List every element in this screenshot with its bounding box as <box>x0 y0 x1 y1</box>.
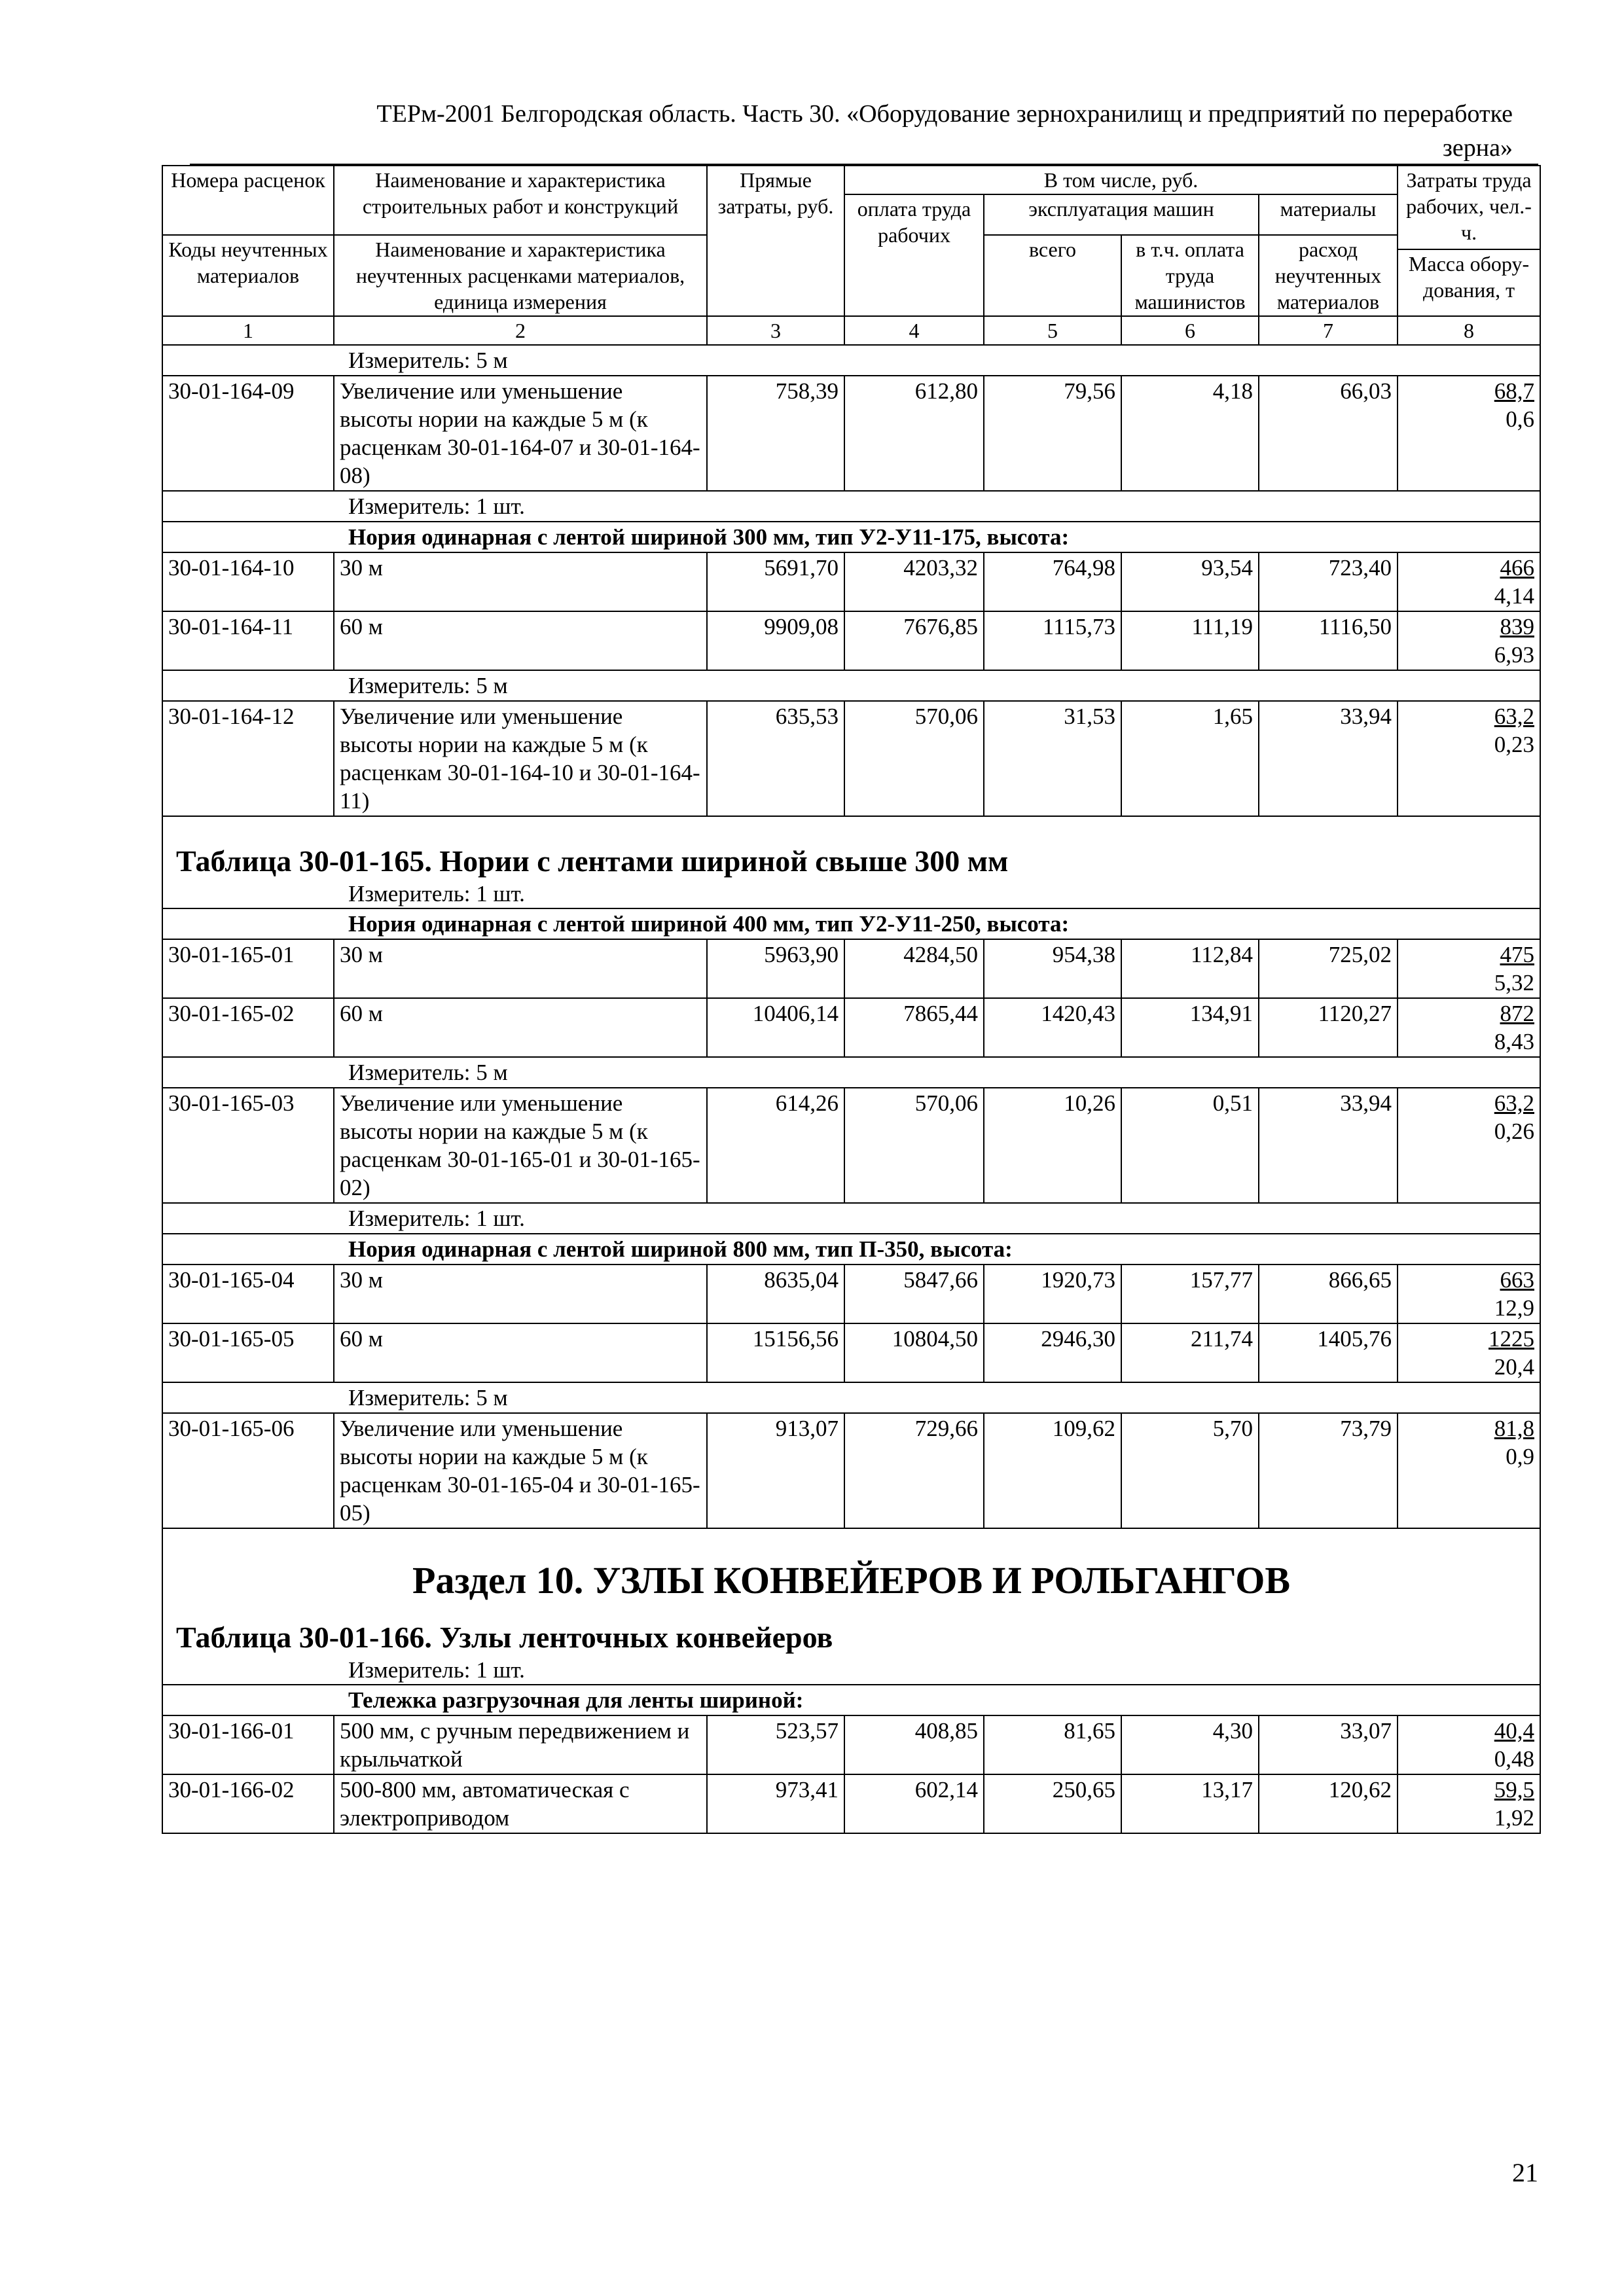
col2-header-top: Наименование и характеристика строительных работ и конструкций <box>334 166 707 235</box>
measure-label: Измеритель: 1 шт. <box>348 1657 525 1683</box>
table-row <box>162 1323 1540 1382</box>
cost-c7: 1405,76 <box>1259 1323 1398 1382</box>
group-heading: Нория одинарная с лентой шириной 800 мм, тип П-350, высота: <box>162 1234 1540 1265</box>
cost-c4: 602,14 <box>844 1774 984 1833</box>
cost-c5: 10,26 <box>984 1088 1121 1203</box>
rate-code: 30-01-165-04 <box>162 1265 334 1323</box>
cost-c7: 73,79 <box>1259 1413 1398 1528</box>
measure-label: Измеритель: 1 шт. <box>348 881 525 906</box>
equipment-mass: 0,6 <box>1506 406 1535 432</box>
labor-mass-cell <box>1398 1715 1540 1774</box>
cost-c5: 250,65 <box>984 1774 1121 1833</box>
rate-code: 30-01-164-12 <box>162 701 334 816</box>
labor-hours: 839 <box>1500 614 1535 639</box>
cost-c4: 729,66 <box>844 1413 984 1528</box>
cost-c6: 1,65 <box>1121 701 1259 816</box>
cost-c3: 973,41 <box>707 1774 844 1833</box>
table-row <box>162 1265 1540 1323</box>
cost-c5: 1920,73 <box>984 1265 1121 1323</box>
table-title-row <box>162 816 1540 908</box>
cost-c4: 570,06 <box>844 1088 984 1203</box>
rate-code: 30-01-165-03 <box>162 1088 334 1203</box>
equipment-mass: 5,32 <box>1494 970 1535 996</box>
cost-c6: 13,17 <box>1121 1774 1259 1833</box>
group-heading: Нория одинарная с лентой шириной 300 мм, тип У2-У11-175, высота: <box>162 522 1540 552</box>
equipment-mass: 0,48 <box>1494 1746 1535 1772</box>
labor-hours: 1225 <box>1489 1326 1535 1352</box>
page-number: 21 <box>1512 2158 1538 2187</box>
group-incl-header: В том числе, руб. <box>844 166 1398 194</box>
rate-code: 30-01-164-10 <box>162 552 334 611</box>
group-machines-header: эксплуатация машин <box>984 194 1259 235</box>
cost-c6: 211,74 <box>1121 1323 1259 1382</box>
measure-label: Измеритель: 1 шт. <box>162 1203 1540 1234</box>
rate-code: 30-01-164-09 <box>162 376 334 491</box>
labor-hours: 68,7 <box>1494 378 1535 404</box>
labor-hours: 466 <box>1500 555 1535 581</box>
cost-c7: 33,07 <box>1259 1715 1398 1774</box>
labor-mass-cell <box>1398 1323 1540 1382</box>
labor-mass-cell <box>1398 1088 1540 1203</box>
cost-c3: 5963,90 <box>707 939 844 998</box>
table-title-cell <box>162 1528 1540 1685</box>
group-heading-row <box>162 1685 1540 1715</box>
cost-c3: 635,53 <box>707 701 844 816</box>
cost-c6: 0,51 <box>1121 1088 1259 1203</box>
cost-c6: 4,30 <box>1121 1715 1259 1774</box>
table-row <box>162 1088 1540 1203</box>
equipment-mass: 12,9 <box>1494 1295 1535 1321</box>
rate-code: 30-01-165-01 <box>162 939 334 998</box>
table-row <box>162 1774 1540 1833</box>
col1-header-bottom: Коды неучтенных материалов <box>162 235 334 316</box>
measure-row <box>162 345 1540 376</box>
col8-header-bottom: Масса обору-дования, т <box>1398 249 1540 316</box>
labor-mass-cell <box>1398 1413 1540 1528</box>
cost-c5: 2946,30 <box>984 1323 1121 1382</box>
labor-hours: 63,2 <box>1494 704 1535 729</box>
rate-code: 30-01-164-11 <box>162 611 334 670</box>
cost-c7: 1116,50 <box>1259 611 1398 670</box>
equipment-mass: 8,43 <box>1494 1029 1535 1054</box>
group-heading-row <box>162 908 1540 939</box>
group-heading-row <box>162 522 1540 552</box>
equipment-mass: 20,4 <box>1494 1354 1535 1380</box>
cost-c6: 5,70 <box>1121 1413 1259 1528</box>
col-number: 7 <box>1259 316 1398 345</box>
group-heading: Тележка разгрузочная для ленты шириной: <box>162 1685 1540 1715</box>
cost-c3: 523,57 <box>707 1715 844 1774</box>
cost-c3: 10406,14 <box>707 998 844 1057</box>
table-title: Таблица 30-01-165. Нории с лентами шириной свыше 300 мм <box>176 844 1009 878</box>
col5-header: всего <box>984 235 1121 316</box>
work-description: Увеличение или уменьшение высоты нории на каждые 5 м (к расценкам 30-01-165-04 и 30-01-165-05) <box>334 1413 707 1528</box>
table-title-cell <box>162 816 1540 908</box>
cost-c7: 33,94 <box>1259 701 1398 816</box>
col-number: 6 <box>1121 316 1259 345</box>
cost-c5: 764,98 <box>984 552 1121 611</box>
labor-mass-cell <box>1398 1265 1540 1323</box>
table-row <box>162 939 1540 998</box>
measure-row <box>162 491 1540 522</box>
col4-header: оплата труда рабочих <box>844 194 984 316</box>
measure-row <box>162 1057 1540 1088</box>
rate-code: 30-01-165-02 <box>162 998 334 1057</box>
section-title: Раздел 10. УЗЛЫ КОНВЕЙЕРОВ И РОЛЬГАНГОВ <box>412 1559 1291 1602</box>
labor-mass-cell <box>1398 376 1540 491</box>
labor-hours: 63,2 <box>1494 1090 1535 1116</box>
cost-c5: 81,65 <box>984 1715 1121 1774</box>
measure-label: Измеритель: 1 шт. <box>162 491 1540 522</box>
cost-c6: 4,18 <box>1121 376 1259 491</box>
work-description: 60 м <box>334 998 707 1057</box>
running-header-line2: зерна» <box>1442 134 1513 162</box>
cost-c5: 954,38 <box>984 939 1121 998</box>
table-row <box>162 1413 1540 1528</box>
col-number: 8 <box>1398 316 1540 345</box>
col-number: 4 <box>844 316 984 345</box>
work-description: Увеличение или уменьшение высоты нории на каждые 5 м (к расценкам 30-01-164-07 и 30-01-164-08) <box>334 376 707 491</box>
measure-label: Измеритель: 5 м <box>162 345 1540 376</box>
labor-hours: 40,4 <box>1494 1718 1535 1744</box>
work-description: 30 м <box>334 552 707 611</box>
labor-mass-cell <box>1398 701 1540 816</box>
col6-header: в т.ч. оплата труда машинистов <box>1121 235 1259 316</box>
col3-header: Прямые затраты, руб. <box>707 166 844 316</box>
measure-row <box>162 1203 1540 1234</box>
work-description: 500 мм, с ручным передвижением и крыльчаткой <box>334 1715 707 1774</box>
labor-mass-cell <box>1398 998 1540 1057</box>
equipment-mass: 1,92 <box>1494 1805 1535 1831</box>
cost-c7: 66,03 <box>1259 376 1398 491</box>
table-row <box>162 376 1540 491</box>
measure-label: Измеритель: 5 м <box>162 1382 1540 1413</box>
equipment-mass: 6,93 <box>1494 642 1535 668</box>
table-row <box>162 611 1540 670</box>
measure-row <box>162 1382 1540 1413</box>
cost-c5: 109,62 <box>984 1413 1121 1528</box>
cost-c7: 723,40 <box>1259 552 1398 611</box>
rate-code: 30-01-165-06 <box>162 1413 334 1528</box>
group-heading: Нория одинарная с лентой шириной 400 мм, тип У2-У11-250, высота: <box>162 908 1540 939</box>
rates-table <box>162 165 1541 1834</box>
cost-c4: 5847,66 <box>844 1265 984 1323</box>
cost-c5: 79,56 <box>984 376 1121 491</box>
table-row <box>162 701 1540 816</box>
cost-c4: 570,06 <box>844 701 984 816</box>
cost-c7: 725,02 <box>1259 939 1398 998</box>
measure-label: Измеритель: 5 м <box>162 1057 1540 1088</box>
work-description: 30 м <box>334 939 707 998</box>
work-description: 60 м <box>334 1323 707 1382</box>
cost-c4: 4203,32 <box>844 552 984 611</box>
table-row <box>162 998 1540 1057</box>
cost-c3: 758,39 <box>707 376 844 491</box>
equipment-mass: 0,9 <box>1506 1444 1535 1469</box>
labor-hours: 663 <box>1500 1267 1535 1293</box>
cost-c3: 8635,04 <box>707 1265 844 1323</box>
cost-c4: 10804,50 <box>844 1323 984 1382</box>
table-title-row <box>162 1528 1540 1685</box>
labor-mass-cell <box>1398 611 1540 670</box>
rate-code: 30-01-166-02 <box>162 1774 334 1833</box>
cost-c7: 120,62 <box>1259 1774 1398 1833</box>
labor-hours: 59,5 <box>1494 1777 1535 1803</box>
col8-header-top: Затраты труда рабочих, чел.-ч. <box>1398 166 1540 249</box>
cost-c4: 4284,50 <box>844 939 984 998</box>
work-description: Увеличение или уменьшение высоты нории на каждые 5 м (к расценкам 30-01-165-01 и 30-01-165-02) <box>334 1088 707 1203</box>
rate-code: 30-01-165-05 <box>162 1323 334 1382</box>
work-description: 30 м <box>334 1265 707 1323</box>
cost-c3: 9909,08 <box>707 611 844 670</box>
cost-c4: 408,85 <box>844 1715 984 1774</box>
equipment-mass: 0,23 <box>1494 732 1535 757</box>
col-number: 3 <box>707 316 844 345</box>
equipment-mass: 0,26 <box>1494 1119 1535 1144</box>
work-description: Увеличение или уменьшение высоты нории на каждые 5 м (к расценкам 30-01-164-10 и 30-01-164-11) <box>334 701 707 816</box>
cost-c4: 612,80 <box>844 376 984 491</box>
cost-c5: 1420,43 <box>984 998 1121 1057</box>
labor-mass-cell <box>1398 939 1540 998</box>
table-row <box>162 552 1540 611</box>
rate-code: 30-01-166-01 <box>162 1715 334 1774</box>
work-description: 500-800 мм, автоматическая с электроприводом <box>334 1774 707 1833</box>
cost-c6: 112,84 <box>1121 939 1259 998</box>
labor-mass-cell <box>1398 552 1540 611</box>
cost-c7: 866,65 <box>1259 1265 1398 1323</box>
equipment-mass: 4,14 <box>1494 583 1535 609</box>
col2-header-bottom: Наименование и характеристика неучтенных расценками материалов, единица измерения <box>334 235 707 316</box>
cost-c7: 1120,27 <box>1259 998 1398 1057</box>
cost-c6: 93,54 <box>1121 552 1259 611</box>
table-body <box>162 345 1540 1833</box>
cost-c6: 111,19 <box>1121 611 1259 670</box>
cost-c3: 614,26 <box>707 1088 844 1203</box>
col-number: 2 <box>334 316 707 345</box>
labor-hours: 81,8 <box>1494 1416 1535 1441</box>
cost-c3: 5691,70 <box>707 552 844 611</box>
cost-c5: 31,53 <box>984 701 1121 816</box>
work-description: 60 м <box>334 611 707 670</box>
running-header-line1: ТЕРм-2001 Белгородская область. Часть 30. «Оборудование зернохранилищ и предприятий по переработке <box>376 100 1513 128</box>
col-number: 5 <box>984 316 1121 345</box>
col-number: 1 <box>162 316 334 345</box>
measure-row <box>162 670 1540 701</box>
measure-label: Измеритель: 5 м <box>162 670 1540 701</box>
cost-c6: 157,77 <box>1121 1265 1259 1323</box>
cost-c6: 134,91 <box>1121 998 1259 1057</box>
col7-header: расход неучтенных материалов <box>1259 235 1398 316</box>
cost-c5: 1115,73 <box>984 611 1121 670</box>
cost-c3: 913,07 <box>707 1413 844 1528</box>
table-row <box>162 1715 1540 1774</box>
table-title: Таблица 30-01-166. Узлы ленточных конвейеров <box>176 1621 833 1654</box>
group-materials-header: материалы <box>1259 194 1398 235</box>
labor-hours: 872 <box>1500 1001 1535 1026</box>
cost-c4: 7676,85 <box>844 611 984 670</box>
labor-mass-cell <box>1398 1774 1540 1833</box>
group-heading-row <box>162 1234 1540 1265</box>
labor-hours: 475 <box>1500 942 1535 967</box>
cost-c4: 7865,44 <box>844 998 984 1057</box>
cost-c3: 15156,56 <box>707 1323 844 1382</box>
cost-c7: 33,94 <box>1259 1088 1398 1203</box>
col1-header-top: Номера расценок <box>162 166 334 235</box>
